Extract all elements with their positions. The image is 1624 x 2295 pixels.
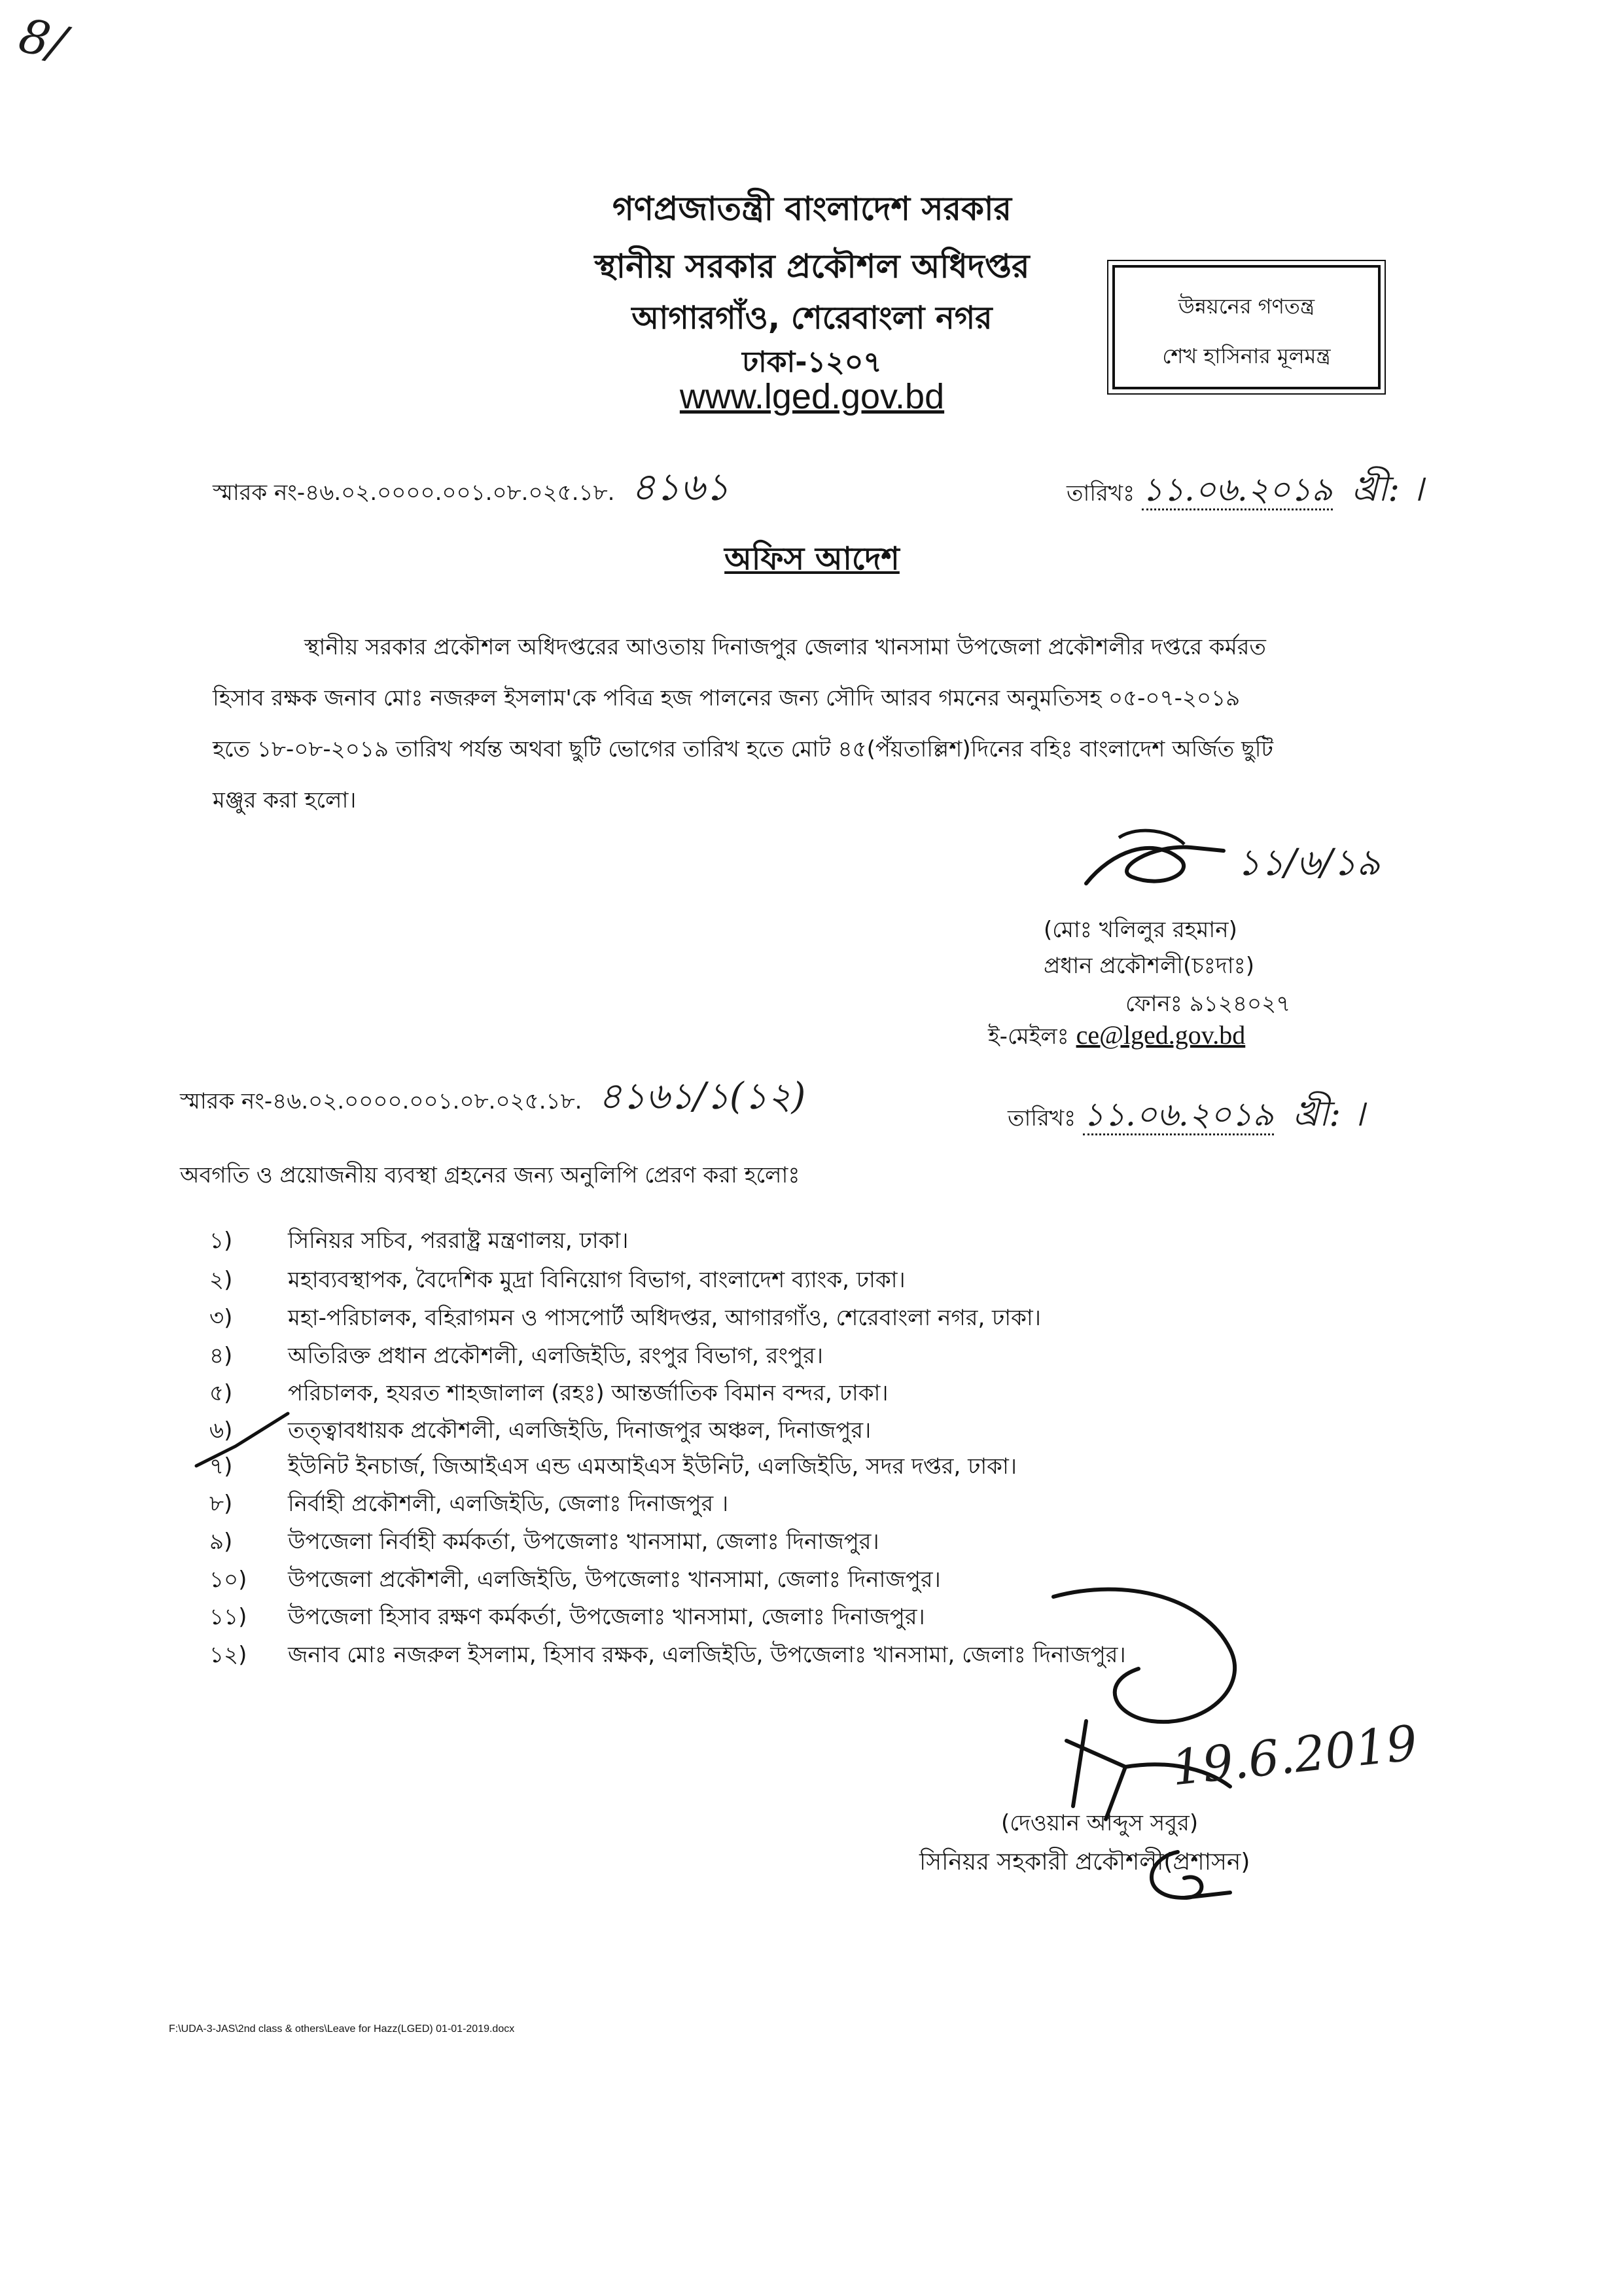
memo-number-handwritten: ৪১৬১/১(১২) — [598, 1075, 806, 1118]
file-path-footer: F:\UDA-3-JAS\2nd class & others\Leave for Hazz(LGED) 01-01-2019.docx — [169, 2023, 515, 2035]
order-title: অফিস আদেশ — [724, 541, 900, 577]
header-government: গণপ্রজাতন্ত্রী বাংলাদেশ সরকার — [612, 190, 1012, 228]
handwritten-tick-marks — [190, 1407, 294, 1486]
recipient-number: ১১) — [209, 1604, 247, 1630]
header-department: স্থানীয় সরকার প্রকৌশল অধিদপ্তর — [594, 247, 1030, 285]
memo-reference-2 — [180, 1068, 805, 1130]
signature-date-1: ১১/৬/১৯ — [1237, 842, 1381, 884]
body-line-4: মঞ্জুর করা হলো। — [213, 787, 357, 813]
recipient-text: ইউনিট ইনচার্জ, জিআইএস এন্ড এমআইএস ইউনিট, এলজিইডি, সদর দপ্তর, ঢাকা। — [288, 1453, 1017, 1480]
recipient-text: মহাব্যবস্থাপক, বৈদেশিক মুদ্রা বিনিয়োগ বিভাগ, বাংলাদেশ ব্যাংক, ঢাকা। — [288, 1267, 906, 1293]
body-line-3: হতে ১৮-০৮-২০১৯ তারিখ পর্যন্ত অথবা ছুটি ভোগের তারিখ হতে মোট ৪৫(পঁয়তাল্লিশ)দিনের বহিঃ বাংলাদেশ অর্জিত ছুটি — [213, 736, 1273, 762]
date-label: তারিখঃ — [1008, 1105, 1076, 1131]
copy-intro: অবগতি ও প্রয়োজনীয় ব্যবস্থা গ্রহনের জন্য অনুলিপি প্রেরণ করা হলোঃ — [180, 1162, 800, 1188]
signatory-designation-1: প্রধান প্রকৌশলী(চঃদাঃ) — [1044, 953, 1254, 979]
recipient-text: সিনিয়র সচিব, পররাষ্ট্র মন্ত্রণালয়, ঢাকা। — [288, 1228, 629, 1254]
date-handwritten: ১১.০৬.২০১৯ — [1142, 471, 1333, 510]
slogan-line-1: উন্নয়নের গণতন্ত্র — [1178, 294, 1315, 319]
recipient-number: ৪) — [209, 1343, 233, 1369]
recipient-text: উপজেলা হিসাব রক্ষণ কর্মকর্তা, উপজেলাঃ খানসামা, জেলাঃ দিনাজপুর। — [288, 1604, 925, 1630]
signatory-designation-2: সিনিয়র সহকারী প্রকৌশলী(প্রশাসন) — [919, 1849, 1250, 1876]
memo-date-1 — [1067, 461, 1424, 520]
memo-label: স্মারক নং-৪৬.০২.০০০০.০০১.০৮.০২৫.১৮. — [213, 480, 615, 506]
recipient-text: পরিচালক, হযরত শাহজালাল (রহঃ) আন্তর্জাতিক বিমান বন্দর, ঢাকা। — [288, 1380, 889, 1406]
recipient-text: তত্ত্বাবধায়ক প্রকৌশলী, এলজিইডি, দিনাজপুর অঞ্চল, দিনাজপুর। — [288, 1417, 872, 1444]
recipient-text: উপজেলা প্রকৌশলী, এলজিইডি, উপজেলাঃ খানসামা, জেলাঃ দিনাজপুর। — [288, 1567, 941, 1593]
date-suffix: খ্রী: । — [1351, 468, 1424, 509]
body-line-1: স্থানীয় সরকার প্রকৌশল অধিদপ্তরের আওতায় দিনাজপুর জেলার খানসামা উপজেলা প্রকৌশলীর দপ্তরে কর্মরত — [304, 634, 1266, 660]
recipient-number: ১) — [209, 1228, 233, 1254]
signatory-name-2: (দেওয়ান আব্দুস সবুর) — [1001, 1810, 1199, 1836]
date-suffix: খ্রী: । — [1292, 1093, 1365, 1134]
recipient-number: ৩) — [209, 1305, 233, 1331]
signature-date-2: 19.6.2019 — [1169, 1715, 1421, 1797]
website-link[interactable]: www.lged.gov.bd — [679, 377, 945, 416]
slogan-line-2: শেখ হাসিনার মূলমন্ত্র — [1162, 344, 1331, 368]
recipient-number: ১০) — [209, 1567, 247, 1593]
memo-date-2 — [1008, 1086, 1365, 1145]
recipient-number: ৬) — [209, 1417, 233, 1444]
recipient-text: অতিরিক্ত প্রধান প্রকৌশলী, এলজিইডি, রংপুর বিভাগ, রংপুর। — [288, 1343, 824, 1369]
email-link[interactable]: ce@lged.gov.bd — [1076, 1020, 1246, 1050]
memo-label: স্মারক নং-৪৬.০২.০০০০.০০১.০৮.০২৫.১৮. — [180, 1088, 582, 1114]
recipient-text: নির্বাহী প্রকৌশলী, এলজিইডি, জেলাঃ দিনাজপুর । — [288, 1491, 729, 1517]
memo-reference-1 — [213, 458, 730, 522]
recipient-number: ১২) — [209, 1642, 247, 1668]
header-address: আগারগাঁও, শেরেবাংলা নগর — [631, 300, 993, 336]
memo-number-handwritten: ৪১৬১ — [631, 465, 730, 509]
recipient-text: মহা-পরিচালক, বহিরাগমন ও পাসপোর্ট অধিদপ্তর, আগারগাঁও, শেরেবাংলা নগর, ঢাকা। — [288, 1305, 1041, 1331]
body-line-2: হিসাব রক্ষক জনাব মোঃ নজরুল ইসলাম'কে পবিত্র হজ পালনের জন্য সৌদি আরব গমনের অনুমতিসহ ০৫-০৭-২০১৯ — [213, 685, 1241, 711]
signatory-phone: ফোনঃ ৯১২৪০২৭ — [1125, 991, 1291, 1017]
page-marker: 8/ — [14, 7, 71, 71]
email-label: ই-মেইলঃ — [988, 1023, 1069, 1050]
recipient-number: ৫) — [209, 1380, 233, 1406]
signatory-email — [988, 1020, 1245, 1057]
date-label: তারিখঃ — [1067, 480, 1135, 507]
recipient-text: জনাব মোঃ নজরুল ইসলাম, হিসাব রক্ষক, এলজিইডি, উপজেলাঃ খানসামা, জেলাঃ দিনাজপুর। — [288, 1642, 1126, 1668]
recipient-number: ৯) — [209, 1529, 233, 1555]
recipient-number: ৭) — [209, 1453, 233, 1480]
signatory-name-1: (মোঃ খলিলুর রহমান) — [1044, 917, 1237, 943]
order-body — [213, 622, 1397, 826]
recipient-number: ৮) — [209, 1491, 233, 1517]
recipient-text: উপজেলা নির্বাহী কর্মকর্তা, উপজেলাঃ খানসামা, জেলাঃ দিনাজপুর। — [288, 1529, 879, 1555]
slogan-box — [1112, 265, 1381, 389]
header-city: ঢাকা-১২০৭ — [742, 346, 882, 379]
recipient-number: ২) — [209, 1267, 233, 1293]
date-handwritten: ১১.০৬.২০১৯ — [1083, 1095, 1274, 1135]
